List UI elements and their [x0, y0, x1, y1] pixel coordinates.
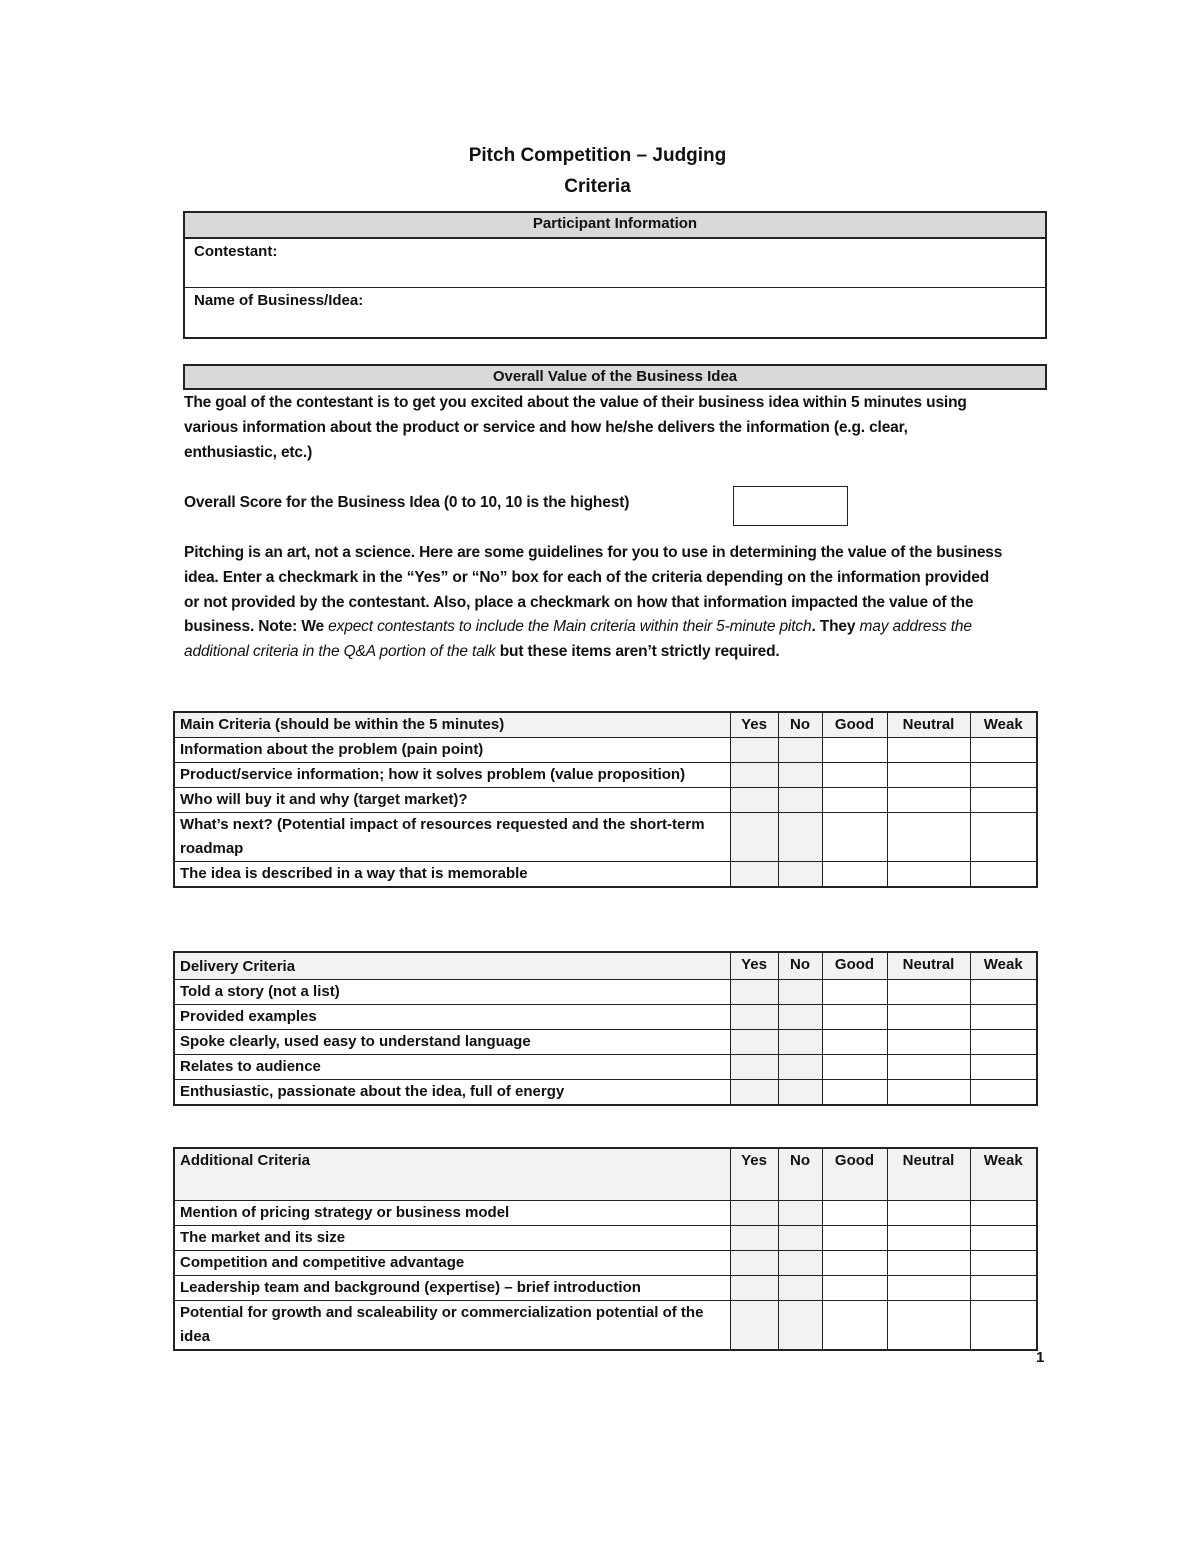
neutral-cell[interactable] — [887, 1030, 970, 1055]
col-yes: Yes — [730, 1148, 778, 1200]
good-cell[interactable] — [822, 980, 887, 1005]
table-header-row — [174, 952, 1037, 980]
table-row — [174, 1030, 1037, 1055]
additional-criteria-table — [173, 1147, 1038, 1351]
neutral-cell[interactable] — [887, 788, 970, 813]
good-cell[interactable] — [822, 1275, 887, 1300]
criteria-label: Spoke clearly, used easy to understand language — [174, 1030, 730, 1055]
no-cell[interactable] — [778, 980, 822, 1005]
contestant-field[interactable] — [185, 239, 1045, 288]
page-title-line2: Criteria — [564, 176, 631, 197]
overall-value-header: Overall Value of the Business Idea — [183, 364, 1047, 390]
guidelines-italic-2: may address the additional criteria in the Q&A portion of the talk — [184, 618, 972, 661]
no-cell[interactable] — [778, 763, 822, 788]
good-cell[interactable] — [822, 1080, 887, 1106]
weak-cell[interactable] — [970, 1055, 1037, 1080]
no-cell[interactable] — [778, 738, 822, 763]
criteria-label: Provided examples — [174, 1005, 730, 1030]
participant-info-header: Participant Information — [185, 213, 1045, 239]
col-no: No — [778, 1148, 822, 1200]
neutral-cell[interactable] — [887, 980, 970, 1005]
no-cell[interactable] — [778, 862, 822, 888]
neutral-cell[interactable] — [887, 738, 970, 763]
weak-cell[interactable] — [970, 813, 1037, 862]
col-neutral: Neutral — [887, 1148, 970, 1200]
overall-score-label: Overall Score for the Business Idea (0 to 10, 10 is the highest) — [184, 494, 630, 511]
col-neutral: Neutral — [887, 952, 970, 980]
yes-cell[interactable] — [730, 980, 778, 1005]
page-title: Pitch Competition – Judging — [468, 145, 727, 166]
yes-cell[interactable] — [730, 1005, 778, 1030]
col-good: Good — [822, 1148, 887, 1200]
yes-cell[interactable] — [730, 1225, 778, 1250]
no-cell[interactable] — [778, 788, 822, 813]
weak-cell[interactable] — [970, 1080, 1037, 1106]
table-header-row — [174, 1148, 1037, 1200]
no-cell[interactable] — [778, 1250, 822, 1275]
criteria-label: Leadership team and background (expertise) – brief introduction — [174, 1275, 730, 1300]
overall-score-input[interactable] — [733, 486, 848, 526]
guidelines-text-1: Pitching is an art, not a science. Here are some guidelines for you to use in determining the value of the business idea. Enter a checkmark in the “Yes” or “No” box for each of the criteria depending on the information provided or not provided by the contestant. Also, place a checkmark on how that information impacted the value of the business. Note: We — [184, 544, 1003, 636]
no-cell[interactable] — [778, 1055, 822, 1080]
table-row — [174, 1250, 1037, 1275]
weak-cell[interactable] — [970, 1005, 1037, 1030]
business-name-label: Name of Business/Idea: — [194, 292, 364, 309]
criteria-label: Mention of pricing strategy or business model — [174, 1200, 730, 1225]
table-row — [174, 1200, 1037, 1225]
table-row — [174, 1225, 1037, 1250]
col-yes: Yes — [730, 712, 778, 738]
neutral-cell[interactable] — [887, 1055, 970, 1080]
good-cell[interactable] — [822, 1300, 887, 1350]
page-number: 1 — [1036, 1349, 1045, 1366]
col-neutral: Neutral — [887, 712, 970, 738]
good-cell[interactable] — [822, 813, 887, 862]
no-cell[interactable] — [778, 1200, 822, 1225]
good-cell[interactable] — [822, 1250, 887, 1275]
yes-cell[interactable] — [730, 788, 778, 813]
neutral-cell[interactable] — [887, 1080, 970, 1106]
criteria-label: Competition and competitive advantage — [174, 1250, 730, 1275]
weak-cell[interactable] — [970, 1225, 1037, 1250]
criteria-label: Product/service information; how it solves problem (value proposition) — [174, 763, 730, 788]
table-row — [174, 788, 1037, 813]
yes-cell[interactable] — [730, 1300, 778, 1350]
table-row — [174, 1005, 1037, 1030]
no-cell[interactable] — [778, 1005, 822, 1030]
neutral-cell[interactable] — [887, 1225, 970, 1250]
good-cell[interactable] — [822, 738, 887, 763]
yes-cell[interactable] — [730, 763, 778, 788]
col-no: No — [778, 952, 822, 980]
additional-criteria-header: Additional Criteria — [174, 1148, 730, 1200]
weak-cell[interactable] — [970, 1200, 1037, 1225]
criteria-label: Who will buy it and why (target market)? — [174, 788, 730, 813]
yes-cell[interactable] — [730, 1250, 778, 1275]
neutral-cell[interactable] — [887, 1275, 970, 1300]
neutral-cell[interactable] — [887, 1250, 970, 1275]
col-good: Good — [822, 952, 887, 980]
table-row — [174, 1080, 1037, 1106]
guidelines-text-2: . They — [811, 618, 860, 636]
weak-cell[interactable] — [970, 1030, 1037, 1055]
neutral-cell[interactable] — [887, 813, 970, 862]
good-cell[interactable] — [822, 1225, 887, 1250]
criteria-label: Enthusiastic, passionate about the idea, full of energy — [174, 1080, 730, 1106]
guidelines-text-3: but these items aren’t strictly required. — [495, 643, 780, 661]
yes-cell[interactable] — [730, 1030, 778, 1055]
col-good: Good — [822, 712, 887, 738]
guidelines-italic-1: expect contestants to include the Main criteria within their 5-minute pitch — [328, 618, 812, 636]
table-row — [174, 738, 1037, 763]
criteria-label: Relates to audience — [174, 1055, 730, 1080]
no-cell[interactable] — [778, 1225, 822, 1250]
main-criteria-header: Main Criteria (should be within the 5 minutes) — [174, 712, 730, 738]
yes-cell[interactable] — [730, 1200, 778, 1225]
no-cell[interactable] — [778, 1275, 822, 1300]
yes-cell[interactable] — [730, 1055, 778, 1080]
neutral-cell[interactable] — [887, 1005, 970, 1030]
yes-cell[interactable] — [730, 738, 778, 763]
col-no: No — [778, 712, 822, 738]
weak-cell[interactable] — [970, 738, 1037, 763]
col-yes: Yes — [730, 952, 778, 980]
delivery-criteria-table — [173, 951, 1038, 1106]
weak-cell[interactable] — [970, 1300, 1037, 1350]
col-weak: Weak — [970, 952, 1037, 980]
good-cell[interactable] — [822, 763, 887, 788]
table-row — [174, 980, 1037, 1005]
table-row — [174, 1275, 1037, 1300]
no-cell[interactable] — [778, 813, 822, 862]
good-cell[interactable] — [822, 1055, 887, 1080]
criteria-label: Potential for growth and scaleability or commercialization potential of the idea — [174, 1300, 730, 1350]
delivery-criteria-header: Delivery Criteria — [174, 952, 730, 980]
good-cell[interactable] — [822, 862, 887, 888]
criteria-label: Told a story (not a list) — [174, 980, 730, 1005]
participant-info-box — [183, 211, 1047, 339]
weak-cell[interactable] — [970, 862, 1037, 888]
table-row — [174, 1300, 1037, 1350]
criteria-label: The market and its size — [174, 1225, 730, 1250]
good-cell[interactable] — [822, 788, 887, 813]
weak-cell[interactable] — [970, 1275, 1037, 1300]
overall-description: The goal of the contestant is to get you excited about the value of their business idea within 5 minutes using various information about the product or service and how he/she delivers the information (e.g. clear, enthusiastic, etc.) — [184, 394, 967, 461]
main-criteria-table — [173, 711, 1038, 888]
table-row — [174, 1055, 1037, 1080]
no-cell[interactable] — [778, 1300, 822, 1350]
no-cell[interactable] — [778, 1030, 822, 1055]
no-cell[interactable] — [778, 1080, 822, 1106]
guidelines-paragraph — [184, 541, 1004, 665]
good-cell[interactable] — [822, 1200, 887, 1225]
yes-cell[interactable] — [730, 1080, 778, 1106]
business-name-field[interactable] — [185, 288, 1045, 314]
neutral-cell[interactable] — [887, 862, 970, 888]
contestant-label: Contestant: — [194, 243, 278, 260]
col-weak: Weak — [970, 1148, 1037, 1200]
neutral-cell[interactable] — [887, 1300, 970, 1350]
weak-cell[interactable] — [970, 1250, 1037, 1275]
yes-cell[interactable] — [730, 1275, 778, 1300]
table-row — [174, 862, 1037, 888]
yes-cell[interactable] — [730, 862, 778, 888]
weak-cell[interactable] — [970, 788, 1037, 813]
neutral-cell[interactable] — [887, 1200, 970, 1225]
table-row — [174, 813, 1037, 862]
yes-cell[interactable] — [730, 813, 778, 862]
table-header-row — [174, 712, 1037, 738]
criteria-label: The idea is described in a way that is memorable — [174, 862, 730, 888]
criteria-label: Information about the problem (pain point) — [174, 738, 730, 763]
weak-cell[interactable] — [970, 763, 1037, 788]
neutral-cell[interactable] — [887, 763, 970, 788]
weak-cell[interactable] — [970, 980, 1037, 1005]
good-cell[interactable] — [822, 1005, 887, 1030]
criteria-label: What’s next? (Potential impact of resources requested and the short-term roadmap — [174, 813, 730, 862]
table-row — [174, 763, 1037, 788]
col-weak: Weak — [970, 712, 1037, 738]
good-cell[interactable] — [822, 1030, 887, 1055]
